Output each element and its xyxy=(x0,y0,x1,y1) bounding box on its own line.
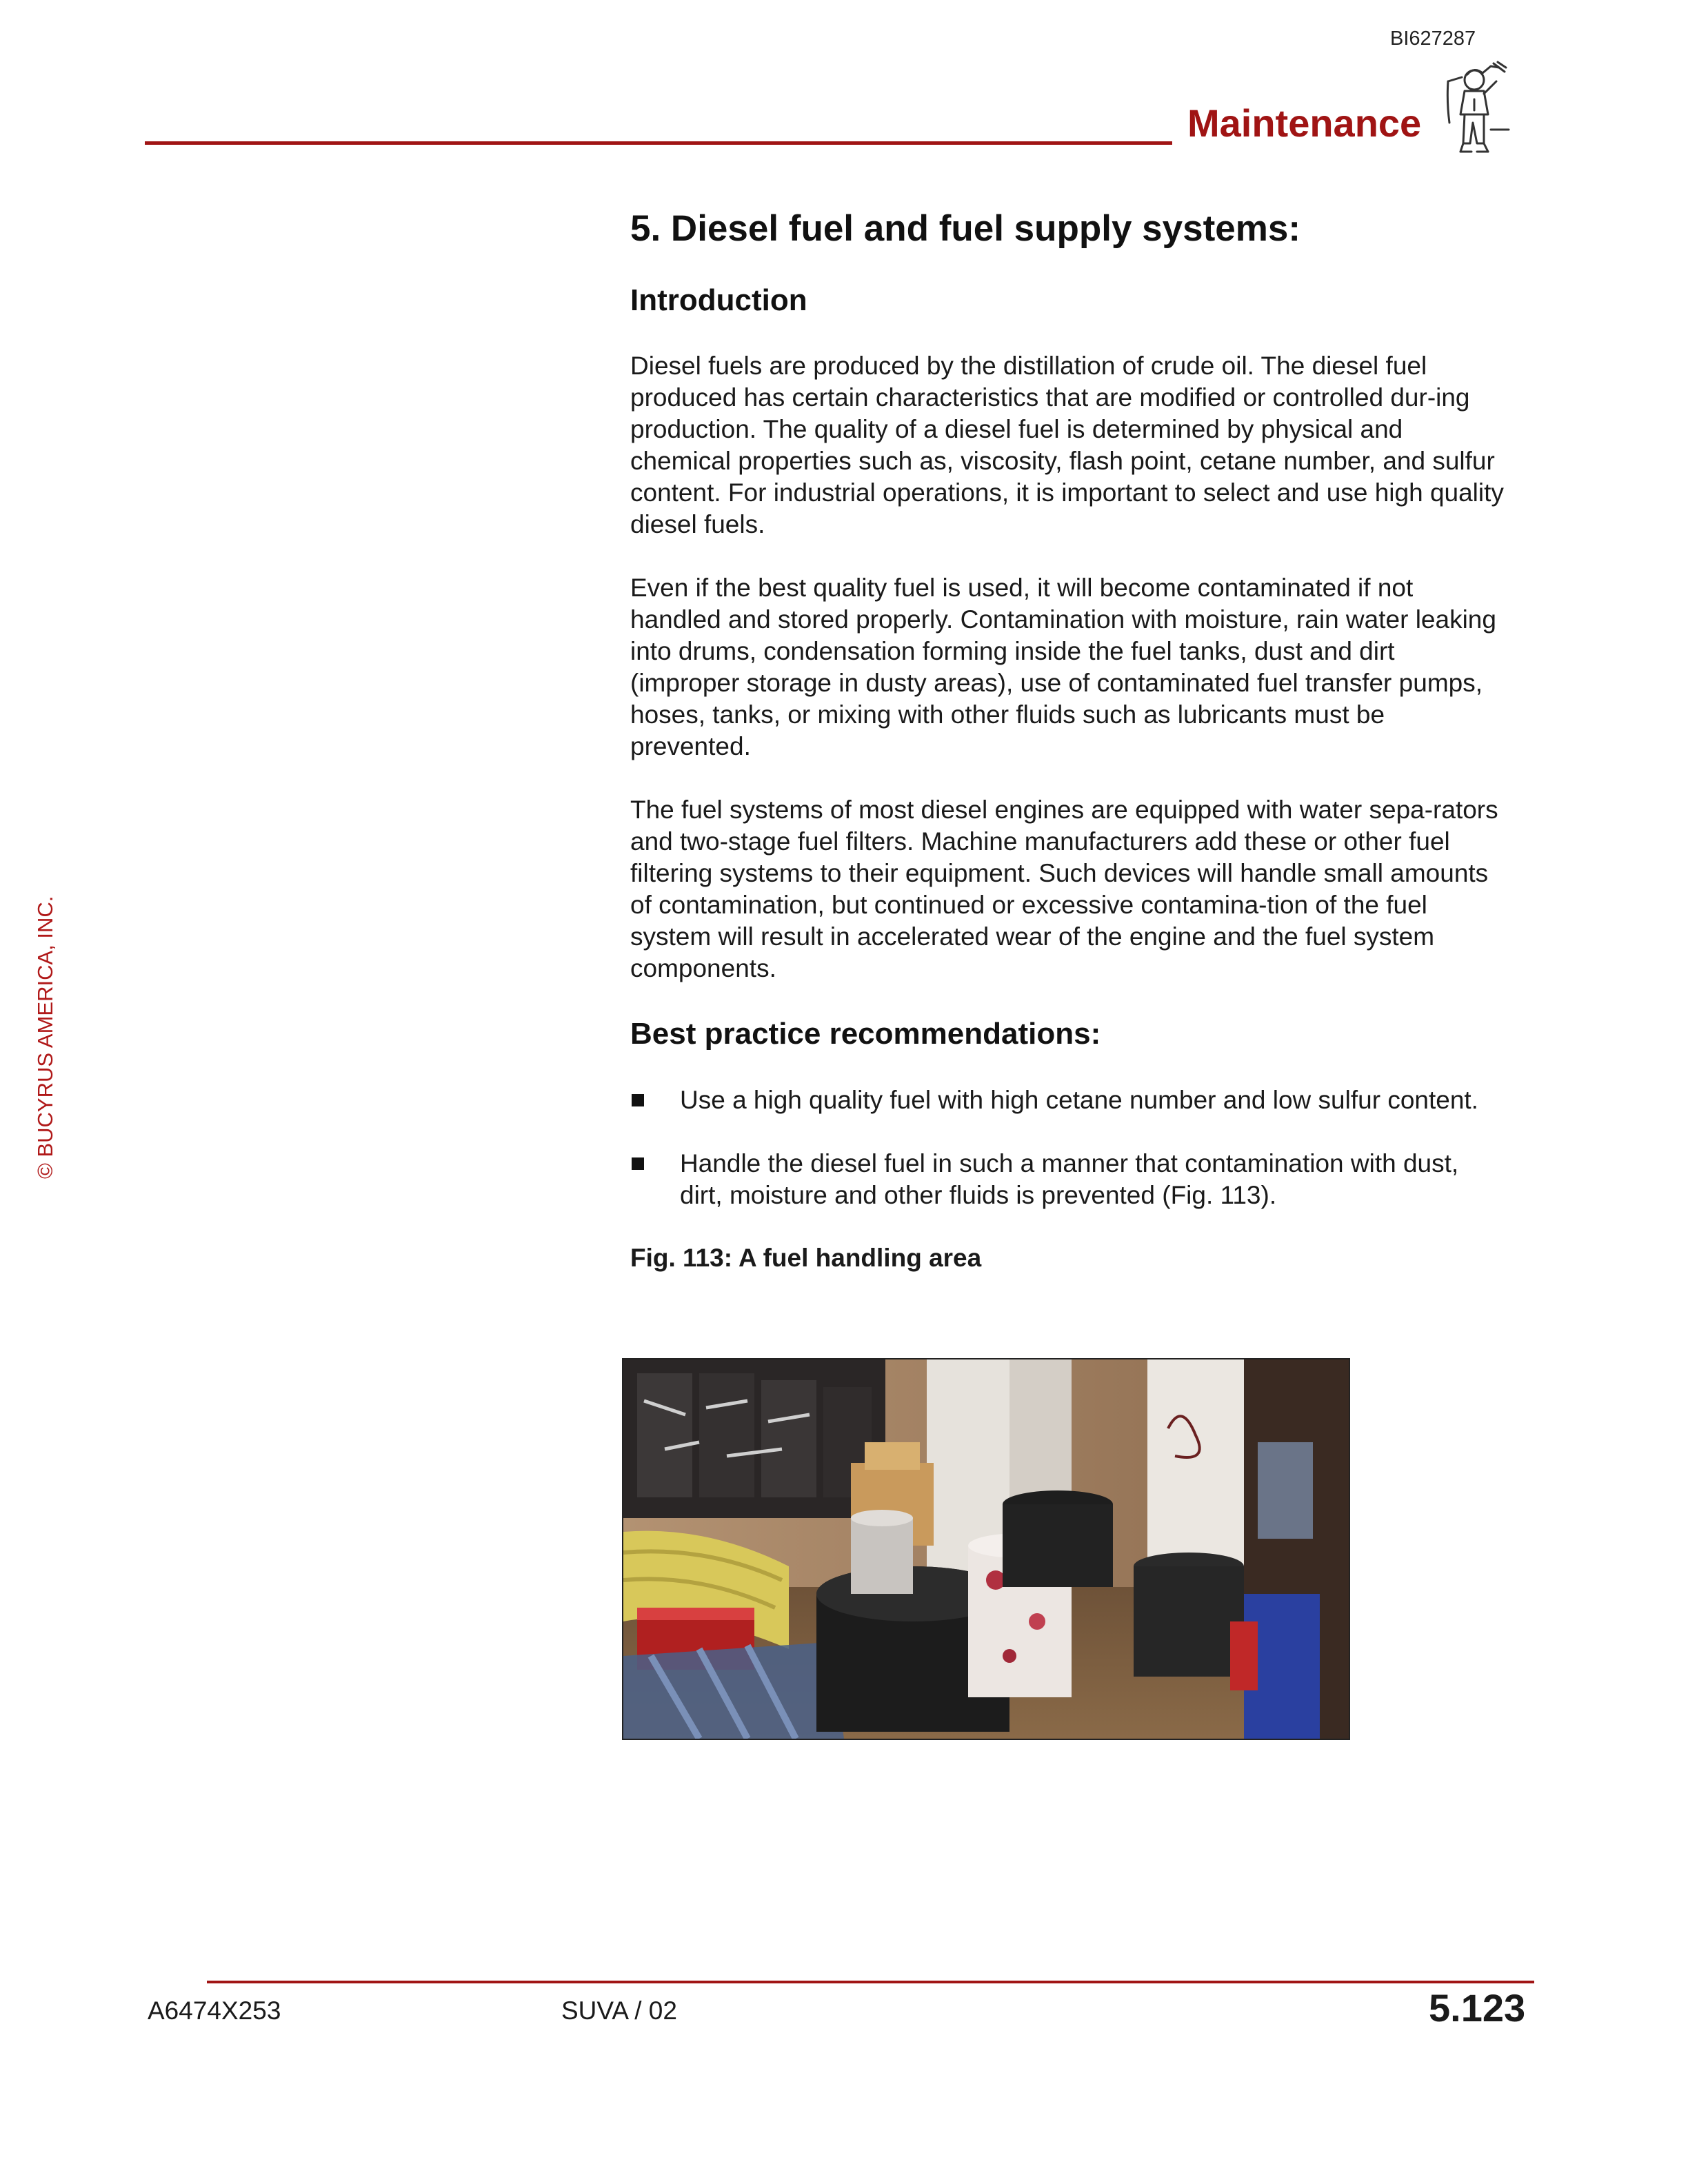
paragraph: Diesel fuels are produced by the distillation of crude oil. The diesel fuel produced has certain characteristics that are modified or controlled dur-ing production. The quality of a diesel fuel is determined by physical and chemical properties such as, viscosity, flash point, cetane number, and sulfur content. For industrial operations, it is important to select and use high quality diesel fuels. xyxy=(630,352,1504,539)
best-practice-heading: Best practice recommendations: xyxy=(630,1017,1101,1051)
figure-caption: Fig. 113: A fuel handling area xyxy=(630,1244,982,1273)
footer-source: SUVA / 02 xyxy=(561,1996,677,2025)
list-item xyxy=(630,1148,1506,1211)
mechanic-mascot-icon xyxy=(1443,61,1511,157)
page-title: 5. Diesel fuel and fuel supply systems: xyxy=(630,208,1300,249)
header-rule xyxy=(145,141,1172,145)
main-content xyxy=(630,207,1506,1306)
list-item-text: Use a high quality fuel with high cetane number and low sulfur content. xyxy=(680,1086,1478,1115)
footer-rule xyxy=(207,1981,1534,1983)
square-bullet-icon xyxy=(632,1094,644,1106)
page-number: 5.123 xyxy=(1429,1986,1526,2030)
list-item-text: Handle the diesel fuel in such a manner that contamination with dust, dirt, moisture and other fluids is prevented (Fig. 113). xyxy=(680,1149,1459,1210)
paragraph: Even if the best quality fuel is used, it will become contaminated if not handled and stored properly. Contamination with moisture, rain water leaking into drums, condensation forming inside the fuel tanks, dust and dirt (improper storage in dusty areas), use of contaminated fuel transfer pumps, hoses, tanks, or mixing with other fluids such as lubricants must be prevented. xyxy=(630,574,1496,761)
square-bullet-icon xyxy=(632,1157,644,1170)
copyright-notice: © BUCYRUS AMERICA, INC. xyxy=(33,896,57,1179)
doc-id: BI627287 xyxy=(1390,28,1476,50)
fuel-handling-photo xyxy=(622,1358,1350,1740)
list-item xyxy=(630,1084,1506,1116)
footer-doc-code: A6474X253 xyxy=(148,1996,281,2025)
recommendation-list xyxy=(630,1084,1506,1211)
paragraph: The fuel systems of most diesel engines are equipped with water sepa-rators and two-stage fuel filters. Machine manufacturers add these or other fuel filtering systems to their equipment. Such devices will handle small amounts of contamination, but continued or excessive contamina-tion of the fuel system will result in accelerated wear of the engine and the fuel system components. xyxy=(630,796,1498,983)
introduction-heading: Introduction xyxy=(630,283,807,317)
section-title: Maintenance xyxy=(1187,101,1422,145)
